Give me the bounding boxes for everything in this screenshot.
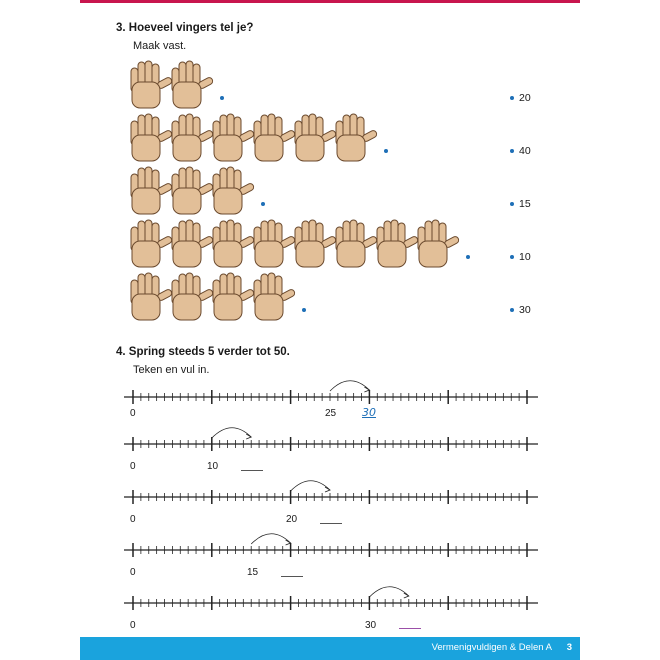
question-3-title: 3. Hoeveel vingers tel je?: [116, 22, 254, 34]
number-line-start-label: 0: [130, 567, 136, 578]
footer-page-number: 3: [566, 642, 572, 653]
question-4-instruction: Teken en vul in.: [133, 364, 210, 376]
footer-bar: [80, 637, 580, 660]
jump-arc: [369, 587, 408, 597]
question-3-instruction: Maak vast.: [133, 40, 187, 52]
number-line-start-label: 0: [130, 408, 136, 419]
footer-book-title: Vermenigvuldigen & Delen A: [431, 642, 552, 653]
number-line-answer-blank[interactable]: [320, 523, 342, 524]
jump-arc: [330, 381, 369, 391]
number-line-start-label: 0: [130, 461, 136, 472]
jump-arc: [212, 428, 251, 438]
number-line-start-label: 0: [130, 514, 136, 525]
number-line-answer-blank[interactable]: [399, 628, 421, 629]
answer-value: 30: [519, 304, 531, 316]
number-line-given-label: 20: [286, 514, 298, 525]
question-4-title: 4. Spring steeds 5 verder tot 50.: [116, 346, 290, 358]
number-line-given-label: 10: [207, 461, 219, 472]
jump-arc: [291, 481, 330, 491]
number-line-given-label: 15: [247, 567, 259, 578]
number-line-answer-blank[interactable]: [241, 470, 263, 471]
number-line-given-label: 25: [325, 408, 337, 419]
jump-arc: [251, 534, 290, 544]
number-line-start-label: 0: [130, 620, 136, 631]
number-line-answer[interactable]: 30: [362, 406, 376, 419]
answer-value: 10: [519, 251, 531, 263]
number-line-given-label: 30: [365, 620, 377, 631]
answer-value: 20: [519, 92, 531, 104]
answer-value: 40: [519, 145, 531, 157]
number-line-answer-blank[interactable]: [281, 576, 303, 577]
answer-value: 15: [519, 198, 531, 210]
